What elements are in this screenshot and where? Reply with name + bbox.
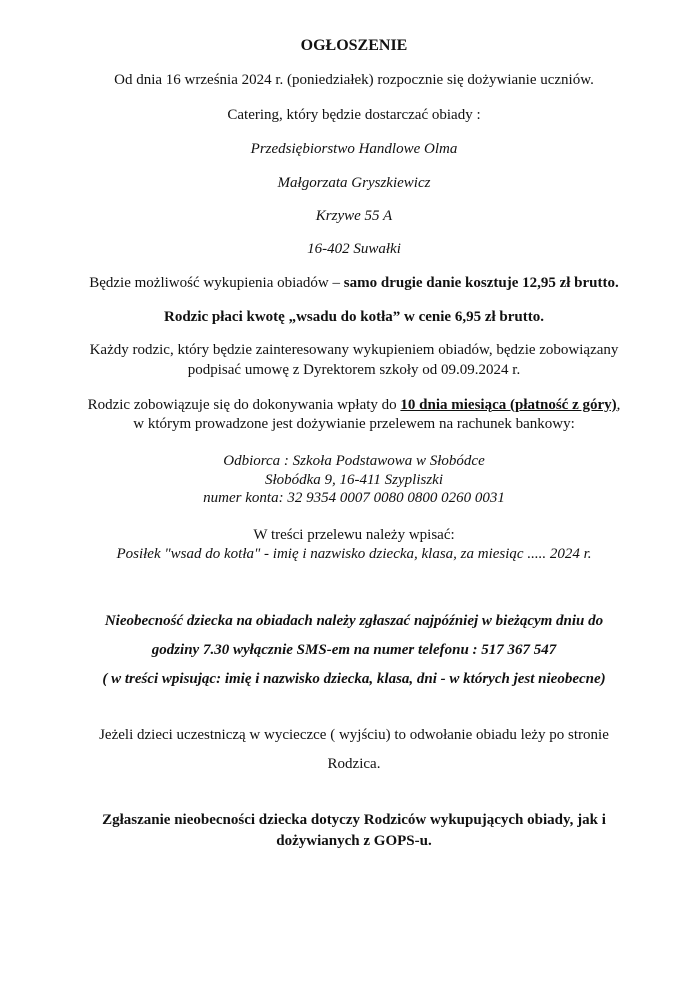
catering-intro: Catering, który będzie dostarczać obiady : <box>227 107 481 123</box>
payment-comma: , <box>616 397 621 413</box>
agreement-line-1: Każdy rodzic, który będzie zainteresowany wykupieniem obiadów, będzie zobowiązany <box>89 342 619 358</box>
absence-line-2: godziny 7.30 wyłącznie SMS-em na numer telefonu : 517 367 547 <box>151 642 557 658</box>
bank-account-number: numer konta: 32 9354 0007 0080 0800 0260 0031 <box>203 490 505 506</box>
trip-line-1: Jeżeli dzieci uczestniczą w wycieczce ( wyjściu) to odwołanie obiadu leży po stronie <box>99 727 609 743</box>
recipient-address: Słobódka 9, 16-411 Szypliszki <box>264 472 444 488</box>
purchase-note-text: Będzie możliwość wykupienia obiadów – <box>89 275 344 291</box>
closing-line-2: dożywianych z GOPS-u. <box>276 833 432 849</box>
caterer-company: Przedsiębiorstwo Handlowe Olma <box>250 141 458 157</box>
announcement-title: OGŁOSZENIE <box>300 37 408 54</box>
payment-deadline: 10 dnia miesiąca (płatność z góry) <box>400 397 617 413</box>
payment-line-1 <box>60 396 648 414</box>
transfer-intro: W treści przelewu należy wpisać: <box>253 527 455 543</box>
start-date-info: Od dnia 16 września 2024 r. (poniedziałek) rozpocznie się dożywianie uczniów. <box>114 72 594 88</box>
caterer-owner: Małgorzata Gryszkiewicz <box>277 175 431 191</box>
absence-line-1: Nieobecność dziecka na obiadach należy zgłaszać najpóźniej w bieżącym dniu do <box>104 613 604 629</box>
agreement-line-2: podpisać umowę z Dyrektorem szkoły od 09.09.2024 r. <box>187 362 521 378</box>
trip-line-2: Rodzica. <box>327 756 381 772</box>
absence-line-3: ( w treści wpisując: imię i nazwisko dziecka, klasa, dni - w których jest nieobecne) <box>102 671 606 687</box>
caterer-city: 16-402 Suwałki <box>307 241 401 257</box>
recipient-name: Odbiorca : Szkoła Podstawowa w Słobódce <box>223 453 485 469</box>
purchase-note <box>60 274 648 292</box>
closing-line-1: Zgłaszanie nieobecności dziecka dotyczy Rodziców wykupujących obiady, jak i <box>102 812 606 828</box>
transfer-template: Posiłek "wsad do kotła" - imię i nazwisko dziecka, klasa, za miesiąc ..... 2024 r. <box>116 546 592 562</box>
payment-line-2: w którym prowadzone jest dożywianie przelewem na rachunek bankowy: <box>133 416 575 432</box>
parent-fee: Rodzic płaci kwotę „wsadu do kotła” w cenie 6,95 zł brutto. <box>164 309 544 325</box>
caterer-street: Krzywe 55 A <box>315 208 393 224</box>
second-course-price: samo drugie danie kosztuje 12,95 zł brutto. <box>343 275 619 291</box>
payment-text: Rodzic zobowiązuje się do dokonywania wpłaty do <box>87 397 401 413</box>
